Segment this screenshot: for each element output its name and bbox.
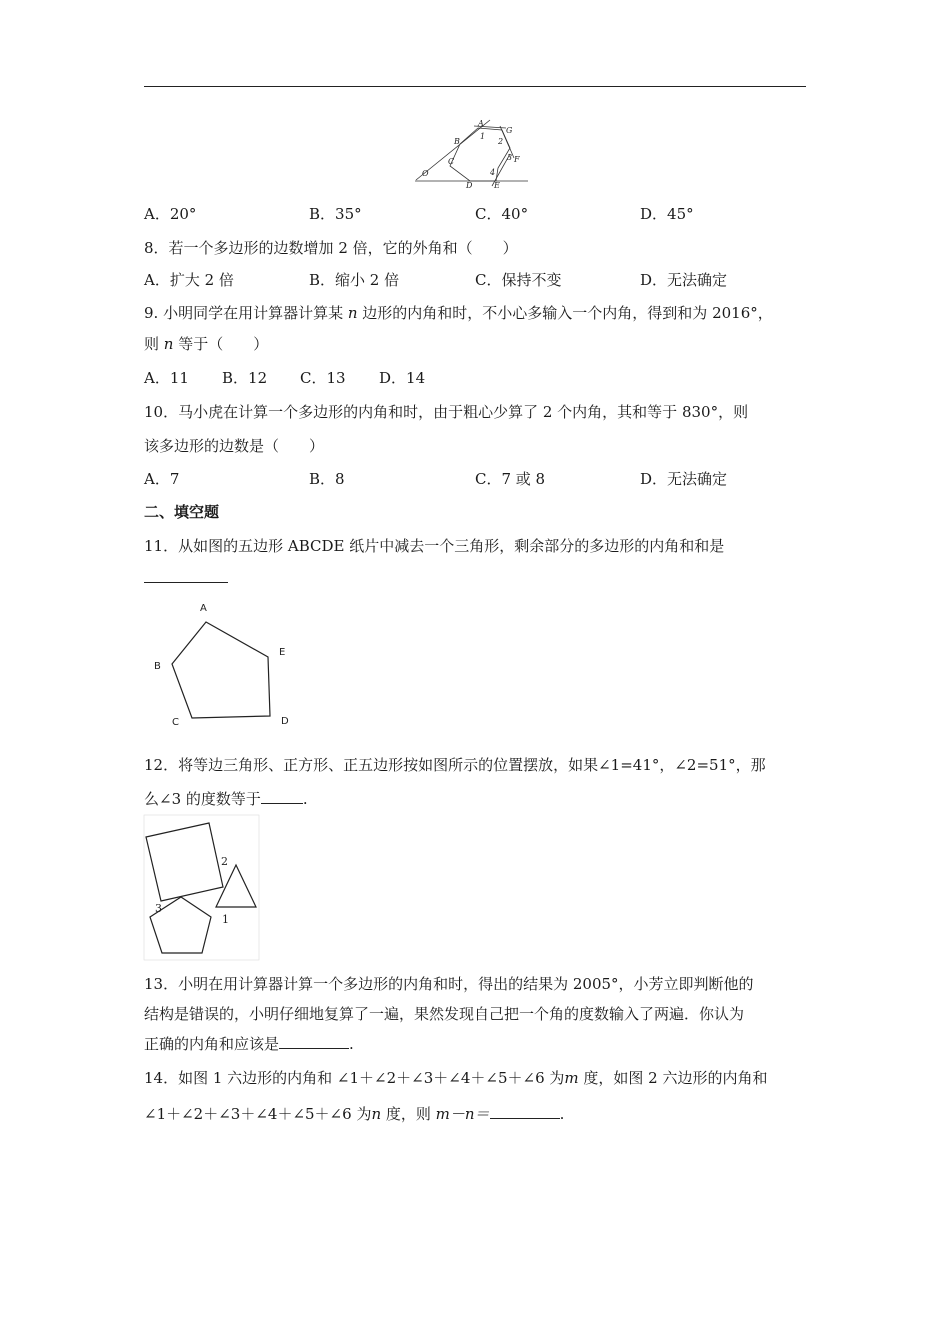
- q7-figure: [410, 118, 530, 188]
- q8-option-d: D．无法确定: [640, 271, 728, 289]
- q8-option-a: A．扩大 2 倍: [144, 271, 234, 289]
- label-C: C: [172, 717, 179, 728]
- label-B: B: [454, 137, 460, 146]
- q13-stem-line2: 结构是错误的，小明仔细地复算了一遍，果然发现自己把一个角的度数输入了两遍．你认为: [144, 1005, 745, 1023]
- label-E: E: [494, 181, 500, 190]
- q10-stem-line2: 该多边形的边数是（ ）: [144, 437, 325, 455]
- label-F: F: [514, 155, 520, 164]
- q9-option-b: B．12: [222, 369, 268, 387]
- label-4: 4: [490, 168, 496, 177]
- label-3: 3: [507, 153, 513, 162]
- label-A: A: [200, 603, 207, 614]
- section-title-fill-blank: 二、填空题: [144, 503, 220, 521]
- q10-stem-line1: 10．马小虎在计算一个多边形的内角和时，由于粗心少算了 2 个内角，其和等于 830°，则: [144, 403, 749, 421]
- q12-stem-line2: 么∠3 的度数等于 .: [144, 790, 308, 808]
- q9-stem-line2: 则 n 等于（ ）: [144, 335, 269, 353]
- label-E: E: [279, 647, 286, 658]
- q10-option-a: A．7: [144, 470, 180, 488]
- label-C: C: [448, 157, 455, 166]
- angle-3-label: 3: [155, 902, 162, 915]
- q13-stem-line1: 13．小明在用计算器计算一个多边形的内角和时，得出的结果为 2005°，小芳立即判断他的: [144, 975, 754, 993]
- q13-stem-line3: 正确的内角和应该是 .: [144, 1035, 354, 1053]
- q10-option-d: D．无法确定: [640, 470, 728, 488]
- q12-shapes-figure: [144, 815, 259, 960]
- q10-option-c: C．7 或 8: [475, 470, 546, 488]
- label-2: 2: [498, 137, 504, 146]
- q7-option-b: B．35°: [309, 205, 362, 223]
- q8-stem: 8．若一个多边形的边数增加 2 倍，它的外角和（ ）: [144, 239, 518, 257]
- q9-option-c: C．13: [300, 369, 346, 387]
- label-1: 1: [480, 132, 486, 141]
- q11-stem: 11．从如图的五边形 ABCDE 纸片中减去一个三角形，剩余部分的多边形的内角和和是: [144, 537, 725, 555]
- label-O: O: [422, 169, 429, 178]
- angle-2-label: 2: [221, 855, 228, 868]
- q8-option-b: B．缩小 2 倍: [309, 271, 400, 289]
- q7-option-a: A．20°: [144, 205, 197, 223]
- label-G: G: [506, 126, 513, 135]
- label-D: D: [466, 181, 473, 190]
- q7-option-c: C．40°: [475, 205, 529, 223]
- label-A: A: [478, 119, 484, 128]
- q9-option-a: A．11: [144, 369, 189, 387]
- q11-answer-blank: [144, 566, 228, 588]
- q7-option-d: D．45°: [640, 205, 694, 223]
- q8-option-c: C．保持不变: [475, 271, 562, 289]
- q9-stem-line1: 9. 小明同学在用计算器计算某 n 边形的内角和时，不小心多输入一个内角，得到和为 2016°，: [144, 304, 773, 322]
- q9-option-d: D．14: [379, 369, 426, 387]
- angle-1-label: 1: [222, 913, 229, 926]
- q11-pentagon-figure: [148, 600, 298, 730]
- q14-stem-line1: 14．如图 1 六边形的内角和 ∠1＋∠2＋∠3＋∠4＋∠5＋∠6 为m 度，如图 2 六边形的内角和: [144, 1069, 768, 1087]
- q14-stem-line2: ∠1＋∠2＋∠3＋∠4＋∠5＋∠6 为n 度，则 m－n＝ .: [144, 1105, 565, 1123]
- header-rule: [144, 86, 806, 87]
- q12-stem-line1: 12．将等边三角形、正方形、正五边形按如图所示的位置摆放，如果∠1=41°，∠2=51°，那: [144, 756, 766, 774]
- label-D: D: [281, 716, 289, 727]
- label-B: B: [154, 661, 161, 672]
- q10-option-b: B．8: [309, 470, 345, 488]
